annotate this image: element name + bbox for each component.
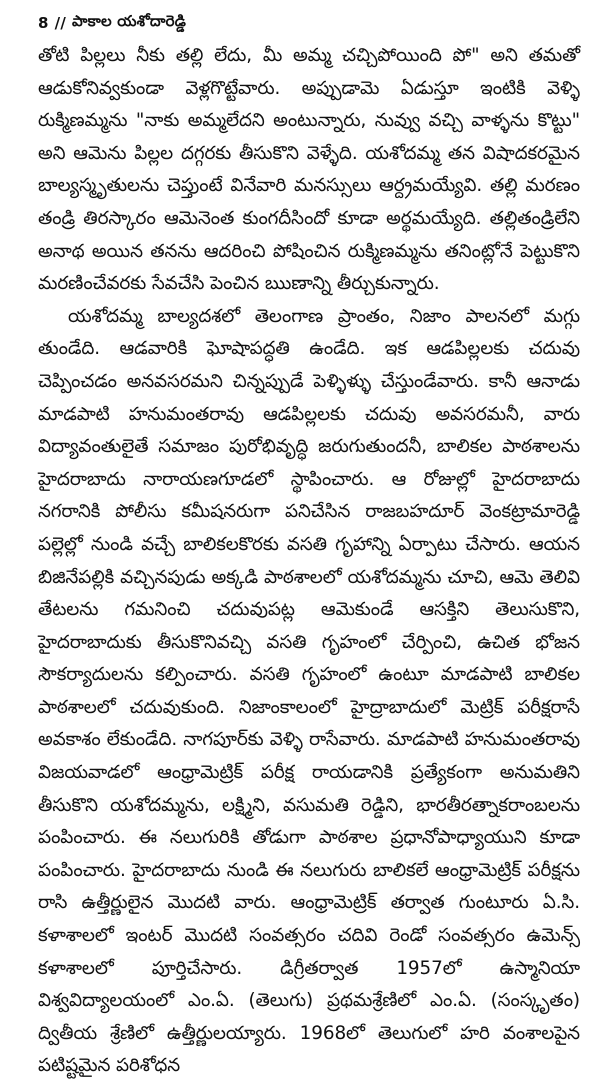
header-separator: // — [54, 14, 66, 32]
page-number: 8 — [38, 14, 49, 32]
paragraph-2: యశోదమ్మ బాల్యదశలో తెలంగాణ ప్రాంతం, నిజాం పాలనలో మగ్గు తుండేది. ఆడవారికి ఘోషాపద్ధతి ఉండేది. ఇక ఆడపిల్లలకు చదువు చెప్పించడం అనవసరమని చిన్నప్పుడే పెళ్ళిళ్ళు చేస్తుండేవారు. కానీ ఆనాడు మాడపాటి హనుమంతరావు ఆడపిల్లలకు చదువు అవసరమనీ, వారు విద్యావంతులైతే సమాజం పురోభివృద్ధి జరుగుతుందనీ, బాలికల పాఠశాలను హైదరాబాదు నారాయణగూడలో స్థాపించారు. ఆ రోజుల్లో హైదరాబాదు నగరానికి పోలీసు కమీషనరుగా పనిచేసిన రాజబహదూర్ వెంకట్రామారెడ్డి పల్లెల్లో నుండి వచ్చే బాలికలకొరకు వసతి గృహాన్ని ఏర్పాటు చేసారు. ఆయన బిజినేపల్లికి వచ్చినపుడు అక్కడి పాఠశాలలో యశోదమ్మను చూచి, ఆమె తెలివి తేటలను గమనించి చదువుపట్ల ఆమెకుండే ఆసక్తిని తెలుసుకొని, హైదరాబాదుకు తీసుకొనివచ్చి వసతి గృహంలో చేర్పించి, ఉచిత భోజన సౌకర్యాదులను కల్పించారు. వసతి గృహంలో ఉంటూ మాడపాటి బాలికల పాఠశాలలో చదువుకుంది. నిజాంకాలంలో హైద్రాబాదులో మెట్రిక్ పరీక్షరాసే అవకాశం లేకుండేది. నాగపూర్‌కు వెళ్ళి రాసేవారు. మాడపాటి హనుమంతరావు విజయవాడలో ఆంధ్రామెట్రిక్ పరీక్ష రాయడానికి ప్రత్యేకంగా అనుమతిని తీసుకొని యశోదమ్మను, లక్ష్మిని, వసుమతి రెడ్డిని, భారతీరత్నాకరాంబలను పంపించారు. ఈ నలుగురికి తోడుగా పాఠశాల ప్రధానోపాధ్యాయుని కూడా పంపించారు. హైదరాబాదు నుండి ఈ నలుగురు బాలికలే ఆంధ్రామెట్రిక్ పరీక్షను రాసి ఉత్తీర్ణులైన మొదటి వారు. ఆంధ్రామెట్రిక్ తర్వాత గుంటూరు ఏ.సి. కళాశాలలో ఇంటర్ మొదటి సంవత్సరం చదివి రెండో సంవత్సరం ఉమెన్స్ కళాశాలలో పూర్తిచేసారు. డిగ్రీతర్వాత 1957లో ఉస్మానియా విశ్వవిద్యాలయంలో ఎం.ఏ. (తెలుగు) ప్రథమశ్రేణిలో ఎం.ఏ. (సంస్కృతం) ద్వితీయ శ్రేణిలో ఉత్తీర్ణులయ్యారు. 1968లో తెలుగులో హరి వంశాలపైన పటిష్టమైన పరిశోధన — [38, 305, 580, 1077]
paragraph-1: తోటి పిల్లలు నీకు తల్లి లేదు, మీ అమ్మ చచ్చిపోయింది పో" అని తమతో ఆడుకోనివ్వకుండా వెళ్లగొట్టేవారు. అప్పుడామె ఏడుస్తూ ఇంటికి వెళ్ళి రుక్మిణమ్మను "నాకు అమ్మలేదని అంటున్నారు, నువ్వు వచ్చి వాళ్ళను కొట్టు" అని ఆమెను పిల్లల దగ్గరకు తీసుకొని వెళ్ళేది. యశోదమ్మ తన విషాదకరమైన బాల్యస్మృతులను చెప్తుంటే వినేవారి మనస్సులు ఆర్ద్రమయ్యేవి. తల్లి మరణం తండ్రి తిరస్కారం ఆమెనెంత కుంగదీసిందో కూడా అర్థమయ్యేది. తల్లితండ్రిలేని అనాథ అయిన తనను ఆదరించి పోషించిన రుక్మిణమ్మను తనింట్లోనే పెట్టుకొని మరణించేవరకు సేవచేసి పెంచిన ఋణాన్ని తీర్చుకున్నారు. — [38, 45, 580, 295]
running-header — [38, 6, 580, 40]
running-title: పాకాల యశోదారెడ్డి — [72, 12, 187, 30]
